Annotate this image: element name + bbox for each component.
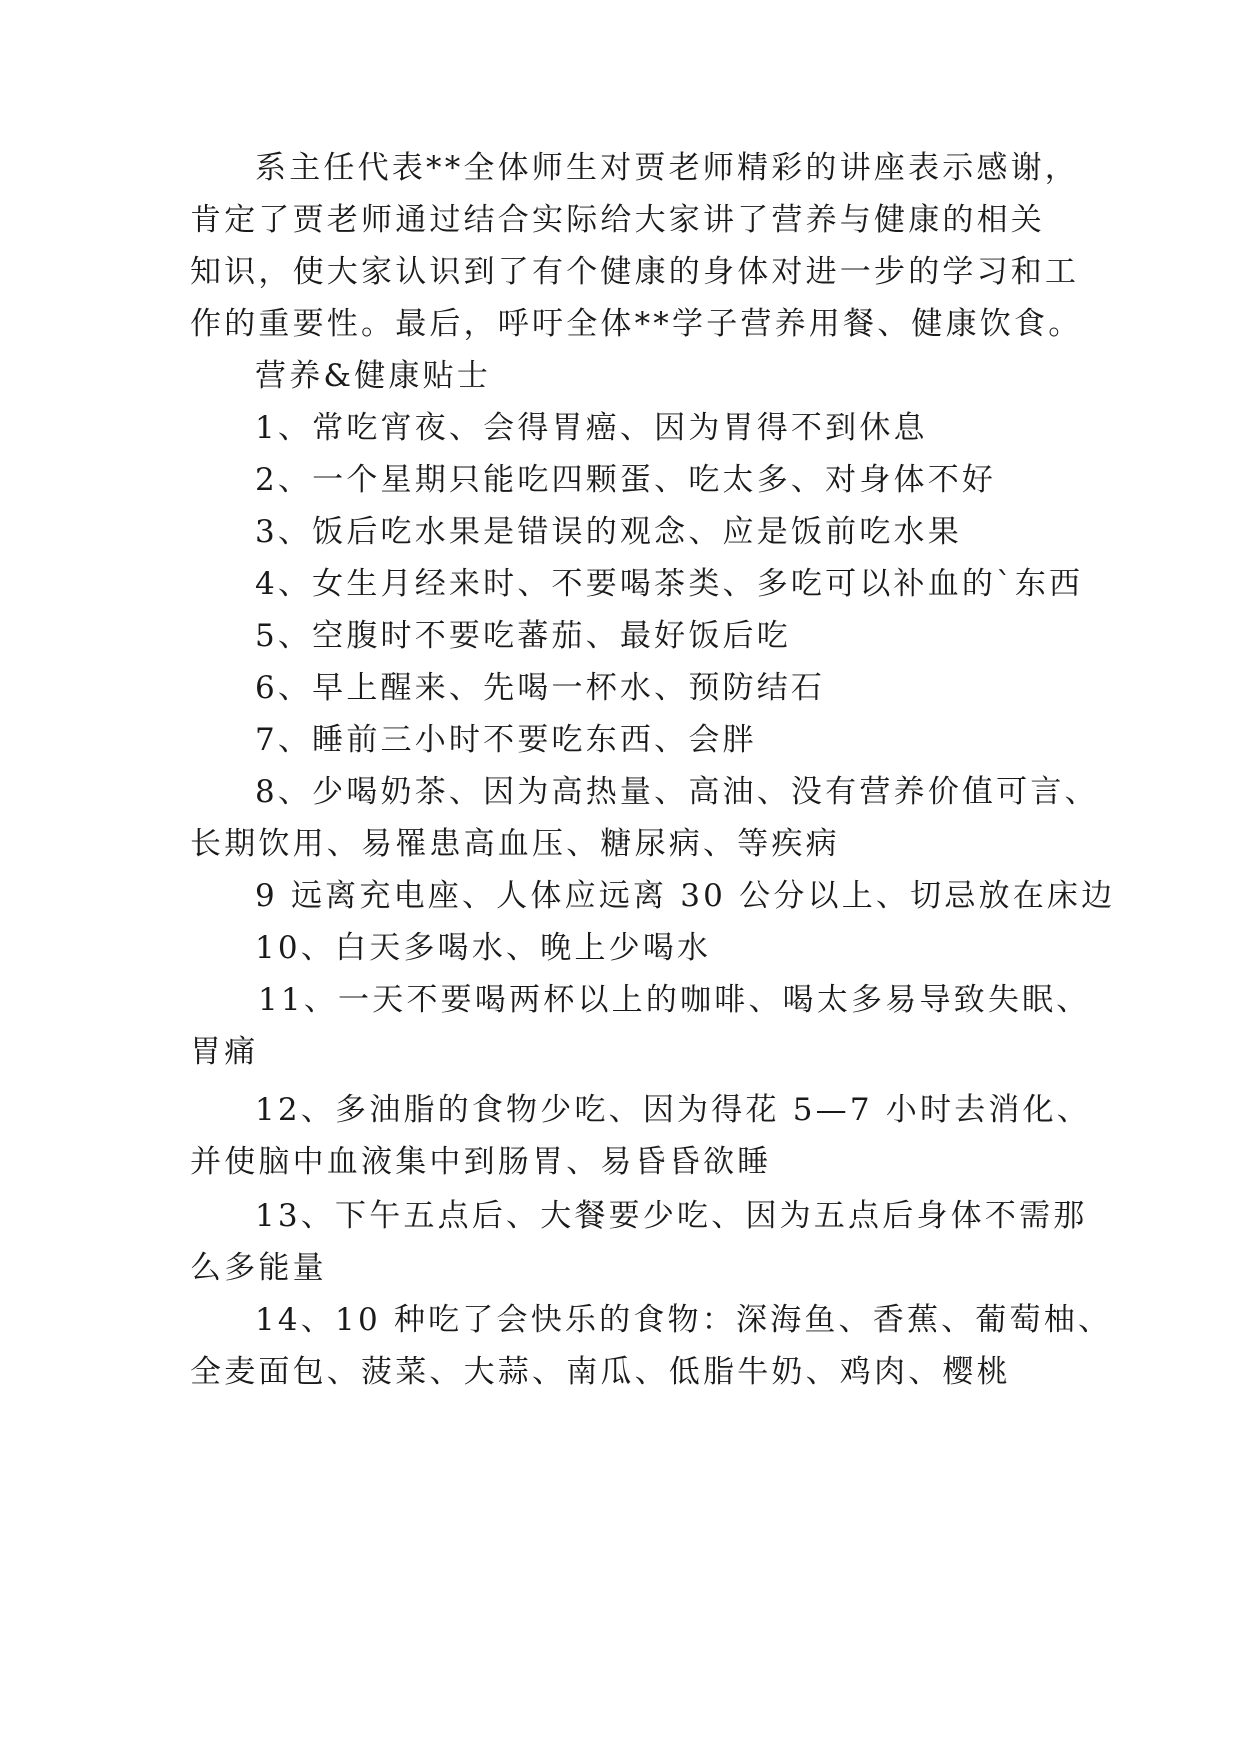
intro-paragraph-line: 作的重要性。最后，呼吁全体**学子营养用餐、健康饮食。 (190, 306, 1083, 342)
tip-item: 9 远离充电座、人体应远离 30 公分以上、切忌放在床边 (255, 878, 1116, 914)
tip-item: 12、多油脂的食物少吃、因为得花 5—7 小时去消化、 (255, 1092, 1091, 1128)
tip-item: 1、常吃宵夜、会得胃癌、因为胃得不到休息 (255, 410, 928, 446)
tip-item-continuation: 么多能量 (190, 1250, 327, 1286)
tip-item: 14、10 种吃了会快乐的食物：深海鱼、香蕉、葡萄柚、 (255, 1302, 1113, 1338)
tip-item-continuation: 并使脑中血液集中到肠胃、易昏昏欲睡 (190, 1144, 772, 1180)
section-heading: 营养&健康贴士 (255, 358, 491, 394)
intro-paragraph-line: 肯定了贾老师通过结合实际给大家讲了营养与健康的相关 (190, 202, 1045, 238)
tip-item: 5、空腹时不要吃蕃茄、最好饭后吃 (255, 618, 791, 654)
tip-item-continuation: 胃痛 (190, 1034, 259, 1070)
tip-item: 11、一天不要喝两杯以上的咖啡、喝太多易导致失眠、 (258, 982, 1091, 1018)
intro-paragraph-line: 系主任代表**全体师生对贾老师精彩的讲座表示感谢， (255, 150, 1079, 186)
tip-item: 7、睡前三小时不要吃东西、会胖 (255, 722, 757, 758)
tip-item-continuation: 全麦面包、菠菜、大蒜、南瓜、低脂牛奶、鸡肉、樱桃 (190, 1354, 1011, 1390)
tip-item: 4、女生月经来时、不要喝茶类、多吃可以补血的`东西 (255, 566, 1084, 602)
tip-item: 13、下午五点后、大餐要少吃、因为五点后身体不需那 (255, 1198, 1088, 1234)
tip-item: 3、饭后吃水果是错误的观念、应是饭前吃水果 (255, 514, 962, 550)
tip-item-continuation: 长期饮用、易罹患高血压、糖尿病、等疾病 (190, 826, 840, 862)
intro-paragraph-line: 知识，使大家认识到了有个健康的身体对进一步的学习和工 (190, 254, 1080, 290)
tip-item: 8、少喝奶茶、因为高热量、高油、没有营养价值可言、 (255, 774, 1099, 810)
tip-item: 6、早上醒来、先喝一杯水、预防结石 (255, 670, 826, 706)
tip-item: 2、一个星期只能吃四颗蛋、吃太多、对身体不好 (255, 462, 997, 498)
tip-item: 10、白天多喝水、晚上少喝水 (255, 930, 712, 966)
